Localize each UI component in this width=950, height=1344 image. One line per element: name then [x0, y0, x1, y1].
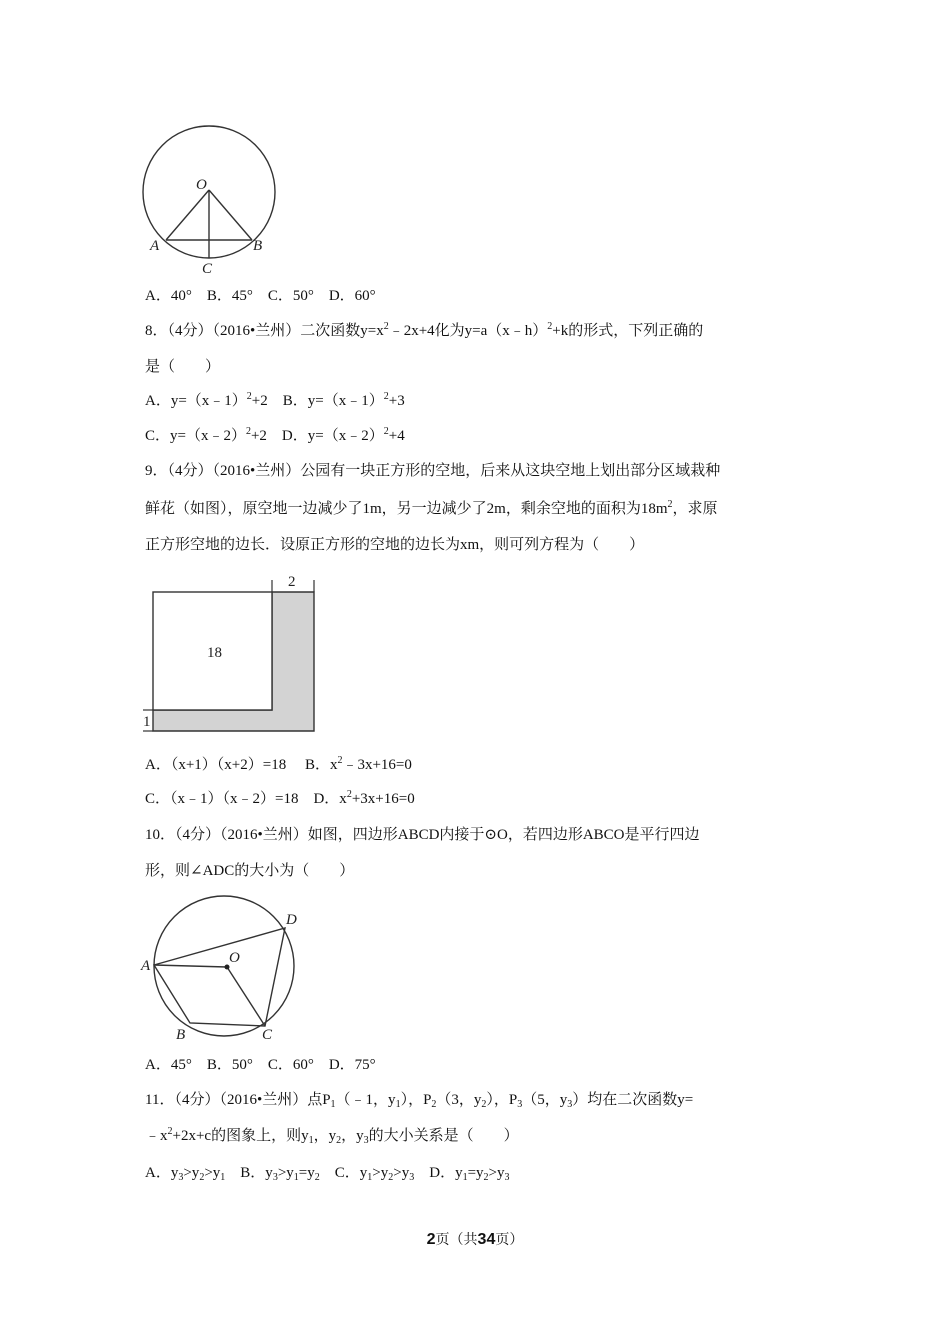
q11-opt-a-s2: 2	[199, 1172, 205, 1183]
q8-opt-c-tail: +2 D．y=（x﹣2）	[250, 428, 384, 444]
footer-mid: 页（共	[435, 1233, 478, 1248]
q11-options	[145, 1163, 510, 1183]
q10-label-a: A	[141, 958, 151, 974]
q11-sub-p3: 3	[517, 1099, 523, 1110]
q10-label-c: C	[262, 1027, 273, 1043]
q9-options-ab	[145, 755, 412, 775]
q11-stem-line1	[145, 1090, 693, 1110]
q10-options: A．45° B．50° C．60° D．75°	[145, 1057, 376, 1073]
q11-opt-b-s2: 1	[293, 1172, 299, 1183]
q11-opt-c-s1: 1	[367, 1172, 373, 1183]
q9-opt-a: A．（x+1）（x+2）=18 B．x	[145, 757, 338, 773]
q11-opt-d-3: >y	[488, 1165, 505, 1181]
q8-options-ab	[145, 391, 405, 411]
q11-opt-c-s2: 2	[388, 1172, 394, 1183]
q7-radius-ob	[209, 190, 252, 240]
q11-opt-a-2: >y	[183, 1165, 200, 1181]
q11-l2-sub2: 2	[336, 1135, 342, 1146]
q11-l2-c: ，y	[313, 1128, 337, 1144]
footer-current-page: 2	[426, 1231, 436, 1248]
q10-label-o: O	[229, 950, 240, 966]
q11-opt-b-s3: 2	[314, 1172, 320, 1183]
q8-sup2: 2	[547, 321, 553, 332]
q11-opt-a-s3: 1	[220, 1172, 226, 1183]
q8-sup1: 2	[383, 321, 389, 332]
q11-sub-p1: 1	[330, 1099, 336, 1110]
q7-circle-figure	[140, 122, 280, 278]
q8-options-cd	[145, 426, 405, 446]
q11-opt-d-s1: 1	[462, 1172, 468, 1183]
q11-opt-d-s3: 3	[504, 1172, 510, 1183]
q8-opt-b-sup: 2	[383, 391, 389, 402]
q11-opt-d-s2: 2	[483, 1172, 489, 1183]
q11-opt-a-3: >y	[204, 1165, 221, 1181]
q11-opt-c-s3: 3	[409, 1172, 415, 1183]
q11-l2-sub3: 3	[363, 1135, 369, 1146]
q9-opt-b-tail: ﹣3x+16=0	[342, 757, 412, 773]
q8-opt-a-sup: 2	[246, 391, 252, 402]
q11-opt-b: B．y	[240, 1165, 273, 1181]
footer-end: 页）	[495, 1233, 524, 1248]
q9-opt-d-sup: 2	[346, 789, 352, 800]
q8-stem-a: 8．（4分）（2016•兰州）二次函数y=x	[145, 323, 384, 339]
q7-label-b: B	[253, 238, 263, 254]
q9-stem-line3: 正方形空地的边长．设原正方形的空地的边长为xm，则可列方程为（ ）	[145, 537, 645, 553]
q10-segment-oc	[227, 967, 265, 1026]
q11-l1-d: （3，y	[436, 1092, 482, 1108]
q8-opt-d-sup: 2	[383, 426, 389, 437]
q9-stem-line1: 9．（4分）（2016•兰州）公园有一块正方形的空地，后来从这块空地上划出部分区域栽种	[145, 463, 721, 479]
q11-opt-b-3: =y	[298, 1165, 315, 1181]
q10-stem-line2: 形，则∠ADC的大小为（ ）	[145, 863, 355, 879]
q11-sub-y3: 3	[567, 1099, 573, 1110]
q10-segment-ao	[154, 965, 227, 967]
q11-opt-b-2: >y	[277, 1165, 294, 1181]
page-footer	[0, 1229, 950, 1249]
q11-sub-y1: 1	[395, 1099, 401, 1110]
q9-label-left: 1	[143, 714, 151, 730]
q8-opt-b-end: +3	[388, 393, 405, 409]
q11-l1-f: （5，y	[522, 1092, 568, 1108]
q10-stem-line1: 10．（4分）（2016•兰州）如图，四边形ABCD内接于⊙O，若四边形ABCO是平行四边	[145, 827, 700, 843]
q8-opt-a-tail: +2 B．y=（x﹣1）	[251, 393, 384, 409]
q11-l1-b: （﹣1，y	[335, 1092, 396, 1108]
q11-l1-a: 11．（4分）（2016•兰州）点P	[145, 1092, 331, 1108]
q11-l1-g: ）均在二次函数y=	[572, 1092, 694, 1108]
q9-line2-a: 鲜花（如图），原空地一边减少了1m，另一边减少了2m，剩余空地的面积为18m	[145, 501, 668, 517]
q9-options-cd	[145, 789, 415, 809]
q9-line2-b: ，求原	[672, 501, 718, 517]
q8-stem-line2: 是（ ）	[145, 359, 221, 375]
q11-l1-e: ），P	[486, 1092, 518, 1108]
q9-label-area: 18	[207, 645, 222, 661]
q11-l1-c: ），P	[400, 1092, 432, 1108]
footer-total-pages: 34	[477, 1231, 496, 1248]
q8-opt-c-sup: 2	[245, 426, 251, 437]
q7-label-a: A	[150, 238, 160, 254]
q8-opt-d-end: +4	[388, 428, 405, 444]
q7-options: A．40° B．45° C．50° D．60°	[145, 288, 376, 304]
q10-label-d: D	[286, 912, 297, 928]
q11-opt-a: A．y	[145, 1165, 179, 1181]
q11-opt-a-s1: 3	[178, 1172, 184, 1183]
q9-opt-b-sup: 2	[337, 755, 343, 766]
q9-square-figure	[140, 568, 322, 736]
q11-l2-d: ，y	[341, 1128, 364, 1144]
q11-opt-d-2: =y	[467, 1165, 484, 1181]
q8-opt-c: C．y=（x﹣2）	[145, 428, 246, 444]
q11-sup-x2: 2	[167, 1126, 173, 1137]
q11-l2-a: ﹣x	[145, 1128, 168, 1144]
q10-quadrilateral-abcd	[154, 928, 285, 1026]
q9-opt-c: C．（x﹣1）（x﹣2）=18 D．x	[145, 791, 347, 807]
q11-opt-c-3: >y	[393, 1165, 410, 1181]
q10-cyclic-figure	[138, 892, 308, 1044]
q9-opt-d-tail: +3x+16=0	[351, 791, 415, 807]
q8-stem-b: ﹣2x+4化为y=a（x﹣h）	[388, 323, 548, 339]
q11-opt-c-2: >y	[372, 1165, 389, 1181]
q7-label-c: C	[202, 261, 213, 277]
q11-opt-d: D．y	[429, 1165, 463, 1181]
q11-opt-c: C．y	[334, 1165, 368, 1181]
q11-sub-y2: 2	[481, 1099, 487, 1110]
q11-l2-e: 的大小关系是（ ）	[368, 1128, 519, 1144]
q11-l2-sub1: 1	[308, 1135, 314, 1146]
q8-opt-a: A．y=（x﹣1）	[145, 393, 247, 409]
q11-opt-b-s1: 3	[272, 1172, 278, 1183]
q7-label-o: O	[196, 177, 207, 193]
q9-label-top: 2	[288, 574, 296, 590]
q9-sup: 2	[667, 499, 673, 510]
q8-stem-line1	[145, 321, 703, 341]
q11-stem-line2	[145, 1126, 519, 1146]
q7-radius-oa	[166, 190, 209, 240]
q11-sub-p2: 2	[431, 1099, 437, 1110]
q8-stem-c: +k的形式，下列正确的	[552, 323, 704, 339]
q9-stem-line2	[145, 499, 718, 519]
q10-label-b: B	[176, 1027, 186, 1043]
q11-l2-b: +2x+c的图象上，则y	[172, 1128, 309, 1144]
